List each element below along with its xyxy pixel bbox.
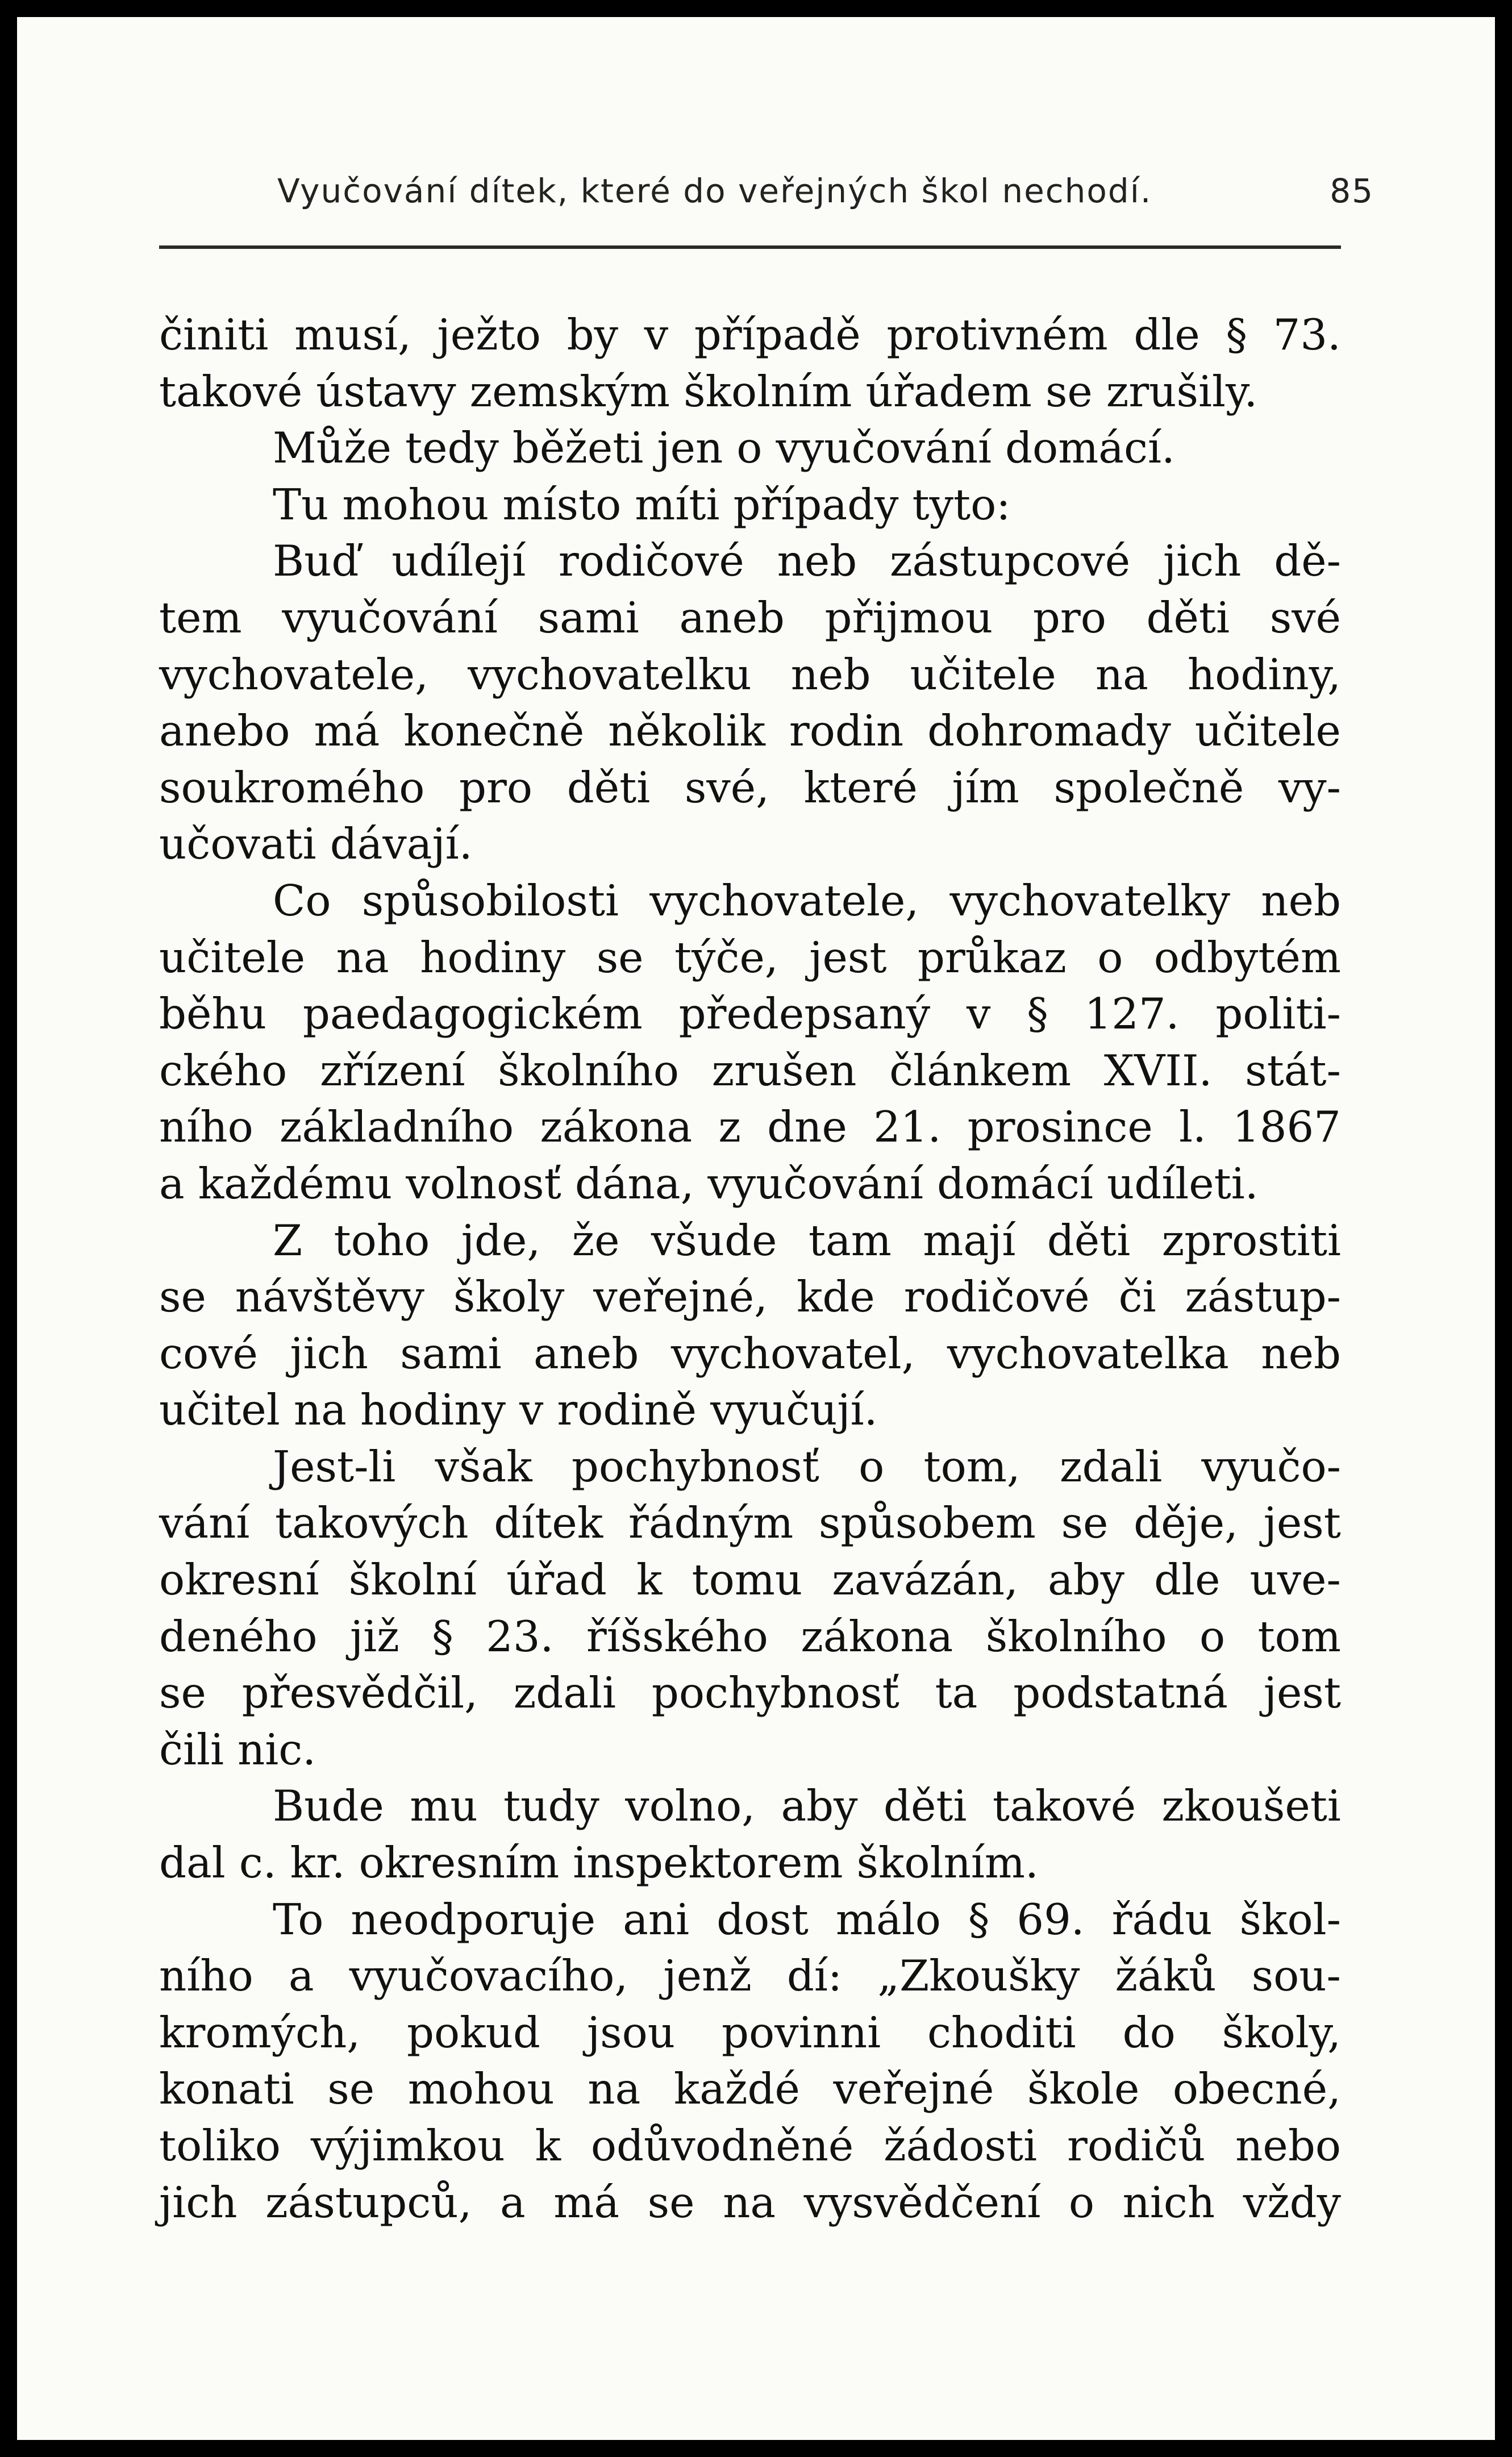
word: míti bbox=[635, 479, 720, 530]
text-line bbox=[159, 930, 1341, 986]
word: musí, bbox=[294, 310, 411, 360]
word: ani bbox=[623, 1894, 690, 1944]
word: zákona bbox=[801, 1611, 953, 1661]
word: hodiny, bbox=[1187, 649, 1341, 699]
word: učitele bbox=[910, 649, 1056, 699]
word: vy- bbox=[1278, 762, 1341, 813]
word: žáků bbox=[1115, 1951, 1217, 2001]
text-line bbox=[159, 1778, 1341, 1835]
word: zákona bbox=[540, 1102, 693, 1152]
word: § bbox=[1027, 989, 1048, 1039]
word: však bbox=[435, 1441, 532, 1492]
word: vychovatelky bbox=[949, 875, 1231, 926]
word: zemským bbox=[469, 366, 670, 417]
word: aneb bbox=[534, 1328, 639, 1379]
word: základního bbox=[279, 1102, 514, 1152]
word: takových bbox=[275, 1498, 469, 1548]
word: kde bbox=[796, 1272, 875, 1322]
word: § bbox=[1226, 310, 1247, 360]
word: vychovatelka bbox=[947, 1328, 1229, 1379]
word: volnosť bbox=[406, 1158, 561, 1209]
word: jest bbox=[1263, 1668, 1341, 1718]
word: 127. bbox=[1084, 989, 1180, 1039]
word: soukromého bbox=[159, 762, 425, 813]
word: sami bbox=[400, 1328, 502, 1379]
word: tomu bbox=[692, 1555, 803, 1605]
word: případy bbox=[733, 479, 899, 530]
page-number: 85 bbox=[1330, 172, 1374, 210]
word: pochybnosť bbox=[651, 1668, 899, 1718]
word: spůsobilosti bbox=[361, 875, 619, 926]
word: nic. bbox=[237, 1724, 316, 1775]
word: společně bbox=[1053, 762, 1244, 813]
word: děti bbox=[567, 762, 651, 813]
word: přijmou bbox=[824, 592, 993, 643]
word: ústavy bbox=[316, 366, 456, 417]
word: Jest-li bbox=[273, 1441, 396, 1492]
word: vyučování bbox=[776, 423, 992, 473]
word: tam bbox=[808, 1215, 892, 1265]
word: tom, bbox=[923, 1441, 1021, 1492]
word: každé bbox=[673, 2064, 800, 2114]
word: obecné, bbox=[1172, 2064, 1341, 2114]
text-line bbox=[159, 816, 1341, 873]
text-line bbox=[159, 1269, 1341, 1326]
text-line bbox=[159, 420, 1341, 477]
word: děti bbox=[883, 1781, 967, 1831]
word: zástup- bbox=[1185, 1272, 1341, 1322]
text-line bbox=[159, 307, 1341, 364]
word: tudy bbox=[503, 1781, 599, 1831]
word: zavázán, bbox=[832, 1555, 1018, 1605]
word: hodiny bbox=[420, 932, 566, 982]
word: aby bbox=[1047, 1555, 1125, 1605]
word: mohou bbox=[407, 2064, 555, 2114]
word: všude bbox=[651, 1215, 777, 1265]
word: kromých, bbox=[159, 2007, 361, 2058]
text-line bbox=[159, 1948, 1341, 2005]
word: 1867 bbox=[1232, 1102, 1341, 1152]
word: veřejné bbox=[833, 2064, 994, 2114]
word: To bbox=[273, 1894, 324, 1944]
word: 69. bbox=[1017, 1894, 1085, 1944]
word: jenž bbox=[663, 1951, 752, 2001]
word: dne bbox=[767, 1102, 847, 1152]
word: neodporuje bbox=[351, 1894, 596, 1944]
text-line bbox=[159, 873, 1341, 930]
text-line bbox=[159, 590, 1341, 647]
word: dávají. bbox=[330, 819, 473, 869]
word: Co bbox=[273, 875, 331, 926]
word: výjimkou bbox=[310, 2121, 505, 2171]
word: jde, bbox=[461, 1215, 541, 1265]
word: několik bbox=[608, 706, 765, 756]
word: se bbox=[647, 2177, 695, 2227]
word: vání bbox=[159, 1498, 250, 1548]
word: odbytém bbox=[1153, 932, 1341, 982]
word: se bbox=[327, 2064, 375, 2114]
word: § bbox=[968, 1894, 990, 1944]
word: zprostiti bbox=[1161, 1215, 1341, 1265]
word: učitele bbox=[159, 932, 306, 982]
word: návštěvy bbox=[235, 1272, 424, 1322]
word: uve- bbox=[1249, 1555, 1341, 1605]
word: anebo bbox=[159, 706, 290, 756]
word: pro bbox=[1032, 592, 1106, 643]
word: neb bbox=[777, 536, 857, 586]
word: zkoušeti bbox=[1161, 1781, 1341, 1831]
text-line bbox=[159, 703, 1341, 760]
word: dě- bbox=[1274, 536, 1341, 586]
word: školy, bbox=[1222, 2007, 1341, 2058]
word: tedy bbox=[405, 423, 499, 473]
word: protivném bbox=[886, 310, 1108, 360]
word: týče, bbox=[674, 932, 778, 982]
word: o bbox=[1068, 2177, 1095, 2227]
word: konati bbox=[159, 2064, 294, 2114]
word: se bbox=[1061, 1498, 1109, 1548]
word: inspektorem bbox=[573, 1838, 843, 1888]
word: průkaz bbox=[917, 932, 1067, 982]
word: místo bbox=[502, 479, 622, 530]
word: okresní bbox=[159, 1555, 319, 1605]
word: předepsaný bbox=[678, 989, 931, 1039]
word: 73. bbox=[1273, 310, 1341, 360]
word: přesvědčil, bbox=[241, 1668, 478, 1718]
word: kr. bbox=[290, 1838, 345, 1888]
word: dal bbox=[159, 1838, 226, 1888]
word: udílejí bbox=[391, 536, 526, 586]
text-line bbox=[159, 1609, 1341, 1665]
text-line bbox=[159, 1835, 1341, 1892]
word: jich bbox=[1163, 536, 1242, 586]
word: učitel bbox=[159, 1385, 280, 1435]
word: na bbox=[1095, 649, 1148, 699]
word: činiti bbox=[159, 310, 269, 360]
word: žádosti bbox=[884, 2121, 1038, 2171]
word: málo bbox=[835, 1894, 941, 1944]
word: rodičové bbox=[903, 1272, 1090, 1322]
word: jen bbox=[657, 423, 723, 473]
word: ního bbox=[159, 1951, 253, 2001]
word: jest bbox=[809, 932, 887, 982]
word: deného bbox=[159, 1611, 318, 1661]
header-rule bbox=[159, 245, 1341, 249]
text-line bbox=[159, 1099, 1341, 1156]
word: zdali bbox=[1059, 1441, 1163, 1492]
word: do bbox=[1122, 2007, 1176, 2058]
word: dle bbox=[1134, 310, 1200, 360]
text-line bbox=[159, 1439, 1341, 1496]
word: školního bbox=[985, 1611, 1167, 1661]
word: své, bbox=[684, 762, 769, 813]
word: l. bbox=[1178, 1102, 1206, 1152]
word: každému bbox=[198, 1158, 393, 1209]
word: paedagogickém bbox=[302, 989, 643, 1039]
word: povinni bbox=[722, 2007, 881, 2058]
word: rodičů bbox=[1067, 2121, 1206, 2171]
word: stát- bbox=[1245, 1045, 1341, 1096]
word: cové bbox=[159, 1328, 258, 1379]
text-line bbox=[159, 647, 1341, 703]
word: o bbox=[1199, 1611, 1226, 1661]
word: ckého bbox=[159, 1045, 288, 1096]
word: děti bbox=[1047, 1215, 1131, 1265]
word: veřejné, bbox=[593, 1272, 768, 1322]
word: úřad bbox=[506, 1555, 607, 1605]
word: mohou bbox=[342, 479, 489, 530]
word: podstatná bbox=[1013, 1668, 1228, 1718]
word: konečně bbox=[403, 706, 585, 756]
word: škol- bbox=[1239, 1894, 1341, 1944]
word: své bbox=[1269, 592, 1341, 643]
word: Tu bbox=[273, 479, 329, 530]
word: vyučovacího, bbox=[349, 1951, 628, 2001]
word: školní bbox=[348, 1555, 477, 1605]
word: takové bbox=[992, 1781, 1136, 1831]
word: učitele bbox=[1194, 706, 1341, 756]
word: a bbox=[499, 2177, 526, 2227]
word: vysvědčení bbox=[803, 2177, 1041, 2227]
word: Z bbox=[273, 1215, 303, 1265]
word: Buď bbox=[273, 536, 359, 586]
word: jich bbox=[159, 2177, 238, 2227]
word: vždy bbox=[1243, 2177, 1341, 2227]
word: úřadem bbox=[865, 366, 1032, 417]
word: pokud bbox=[407, 2007, 540, 2058]
word: volno, bbox=[625, 1781, 756, 1831]
word: odůvodněné bbox=[590, 2121, 854, 2171]
word: k bbox=[535, 2121, 561, 2171]
word: má bbox=[553, 2177, 620, 2227]
word: má bbox=[314, 706, 380, 756]
word: udíleti. bbox=[1107, 1158, 1259, 1209]
word: nebo bbox=[1235, 2121, 1341, 2171]
word: v bbox=[519, 1385, 544, 1435]
word: se bbox=[159, 1272, 206, 1322]
word: ta bbox=[935, 1668, 978, 1718]
word: se bbox=[1045, 366, 1093, 417]
word: Může bbox=[273, 423, 391, 473]
word: choditi bbox=[927, 2007, 1076, 2058]
text-line bbox=[159, 2005, 1341, 2062]
word: běhu bbox=[159, 989, 267, 1039]
word: domácí bbox=[937, 1158, 1093, 1209]
word: vychovatelku bbox=[468, 649, 752, 699]
word: říšského bbox=[586, 1611, 768, 1661]
word: zrušily. bbox=[1106, 366, 1258, 417]
word: pochybnosť bbox=[571, 1441, 819, 1492]
word: se bbox=[159, 1668, 206, 1718]
text-line bbox=[159, 1156, 1341, 1213]
word: zrušen bbox=[711, 1045, 857, 1096]
word: mají bbox=[923, 1215, 1016, 1265]
word: v bbox=[644, 310, 669, 360]
word: prosince bbox=[967, 1102, 1153, 1152]
word: sou- bbox=[1251, 1951, 1341, 2001]
word: vyučování bbox=[707, 1158, 923, 1209]
text-line bbox=[159, 1326, 1341, 1382]
word: o bbox=[1097, 932, 1123, 982]
word: vychovatel, bbox=[670, 1328, 915, 1379]
word: tyto: bbox=[912, 479, 1011, 530]
word: školy bbox=[453, 1272, 565, 1322]
word: vychovatele, bbox=[649, 875, 919, 926]
word: by bbox=[567, 310, 619, 360]
word: 21. bbox=[873, 1102, 942, 1152]
word: na bbox=[723, 2177, 776, 2227]
word: domácí. bbox=[1005, 423, 1175, 473]
word: škole bbox=[1027, 2064, 1140, 2114]
word: případě bbox=[694, 310, 861, 360]
word: aneb bbox=[679, 592, 785, 643]
word: o bbox=[859, 1441, 885, 1492]
word: vyučování bbox=[282, 592, 498, 643]
word: „Zkoušky bbox=[877, 1951, 1080, 2001]
word: čili bbox=[159, 1724, 224, 1775]
text-line bbox=[159, 2061, 1341, 2118]
text-line bbox=[159, 1665, 1341, 1722]
word: politi- bbox=[1215, 989, 1341, 1039]
word: ního bbox=[159, 1102, 253, 1152]
word: tom bbox=[1257, 1611, 1341, 1661]
word: dohromady bbox=[927, 706, 1171, 756]
word: spůsobem bbox=[818, 1498, 1036, 1548]
text-line bbox=[159, 1892, 1341, 1948]
word: školním bbox=[684, 366, 852, 417]
word: dítek bbox=[494, 1498, 603, 1548]
word: vyučo- bbox=[1201, 1441, 1341, 1492]
word: dí: bbox=[786, 1951, 843, 2001]
text-line bbox=[159, 1043, 1341, 1100]
body-text bbox=[159, 307, 1341, 2231]
word: takové bbox=[159, 366, 303, 417]
word: tem bbox=[159, 592, 242, 643]
word: § bbox=[432, 1611, 453, 1661]
word: c. bbox=[239, 1838, 277, 1888]
word: zřízení bbox=[319, 1045, 465, 1096]
word: jsou bbox=[586, 2007, 676, 2058]
word: neb bbox=[1261, 1328, 1341, 1379]
word: že bbox=[572, 1215, 620, 1265]
word: mu bbox=[410, 1781, 478, 1831]
text-line bbox=[159, 986, 1341, 1043]
word: zástupců, bbox=[265, 2177, 472, 2227]
word: již bbox=[349, 1611, 399, 1661]
word: nich bbox=[1122, 2177, 1215, 2227]
book-page bbox=[17, 17, 1495, 2440]
text-line bbox=[159, 1552, 1341, 1609]
word: o bbox=[736, 423, 763, 473]
word: sami bbox=[538, 592, 639, 643]
word: děti bbox=[1146, 592, 1230, 643]
word: rodičové bbox=[558, 536, 744, 586]
text-line bbox=[159, 760, 1341, 817]
text-line bbox=[159, 2118, 1341, 2175]
text-line bbox=[159, 477, 1341, 534]
word: neb bbox=[790, 649, 871, 699]
text-line bbox=[159, 533, 1341, 590]
word: 23. bbox=[486, 1611, 554, 1661]
word: v bbox=[966, 989, 991, 1039]
word: okresním bbox=[359, 1838, 560, 1888]
word: dána, bbox=[574, 1158, 694, 1209]
word: zástupcové bbox=[890, 536, 1131, 586]
word: jím bbox=[952, 762, 1019, 813]
word: či bbox=[1118, 1272, 1156, 1322]
text-line bbox=[159, 1495, 1341, 1552]
word: školního bbox=[498, 1045, 679, 1096]
word: a bbox=[159, 1158, 185, 1209]
word: rodině bbox=[557, 1385, 697, 1435]
word: řádu bbox=[1111, 1894, 1213, 1944]
word: a bbox=[288, 1951, 314, 2001]
word: běžeti bbox=[512, 423, 644, 473]
word: učovati bbox=[159, 819, 316, 869]
word: XVII. bbox=[1103, 1045, 1213, 1096]
text-line bbox=[159, 1382, 1341, 1439]
word: dost bbox=[717, 1894, 809, 1944]
word: pro bbox=[459, 762, 533, 813]
word: aby bbox=[781, 1781, 858, 1831]
word: školním. bbox=[856, 1838, 1039, 1888]
word: ježto bbox=[437, 310, 541, 360]
word: jest bbox=[1263, 1498, 1341, 1548]
word: které bbox=[803, 762, 918, 813]
word: jich bbox=[290, 1328, 368, 1379]
word: článkem bbox=[889, 1045, 1072, 1096]
word: děje, bbox=[1134, 1498, 1238, 1548]
word: k bbox=[636, 1555, 663, 1605]
word: toho bbox=[334, 1215, 430, 1265]
word: na bbox=[293, 1385, 347, 1435]
text-line bbox=[159, 1213, 1341, 1269]
text-line bbox=[159, 2175, 1341, 2231]
word: vyučují. bbox=[710, 1385, 878, 1435]
text-line bbox=[159, 364, 1341, 420]
text-line bbox=[159, 1722, 1341, 1779]
word: hodiny bbox=[360, 1385, 506, 1435]
word: zdali bbox=[513, 1668, 617, 1718]
word: neb bbox=[1261, 875, 1341, 926]
word: Bude bbox=[273, 1781, 384, 1831]
word: na bbox=[336, 932, 389, 982]
word: rodin bbox=[789, 706, 904, 756]
word: na bbox=[588, 2064, 641, 2114]
running-head-title: Vyučování dítek, které do veřejných škol nechodí. bbox=[277, 172, 1152, 210]
word: toliko bbox=[159, 2121, 281, 2171]
word: se bbox=[596, 932, 644, 982]
word: dle bbox=[1154, 1555, 1221, 1605]
word: řádným bbox=[628, 1498, 794, 1548]
word: vychovatele, bbox=[159, 649, 429, 699]
word: z bbox=[718, 1102, 741, 1152]
running-head bbox=[277, 172, 1374, 210]
